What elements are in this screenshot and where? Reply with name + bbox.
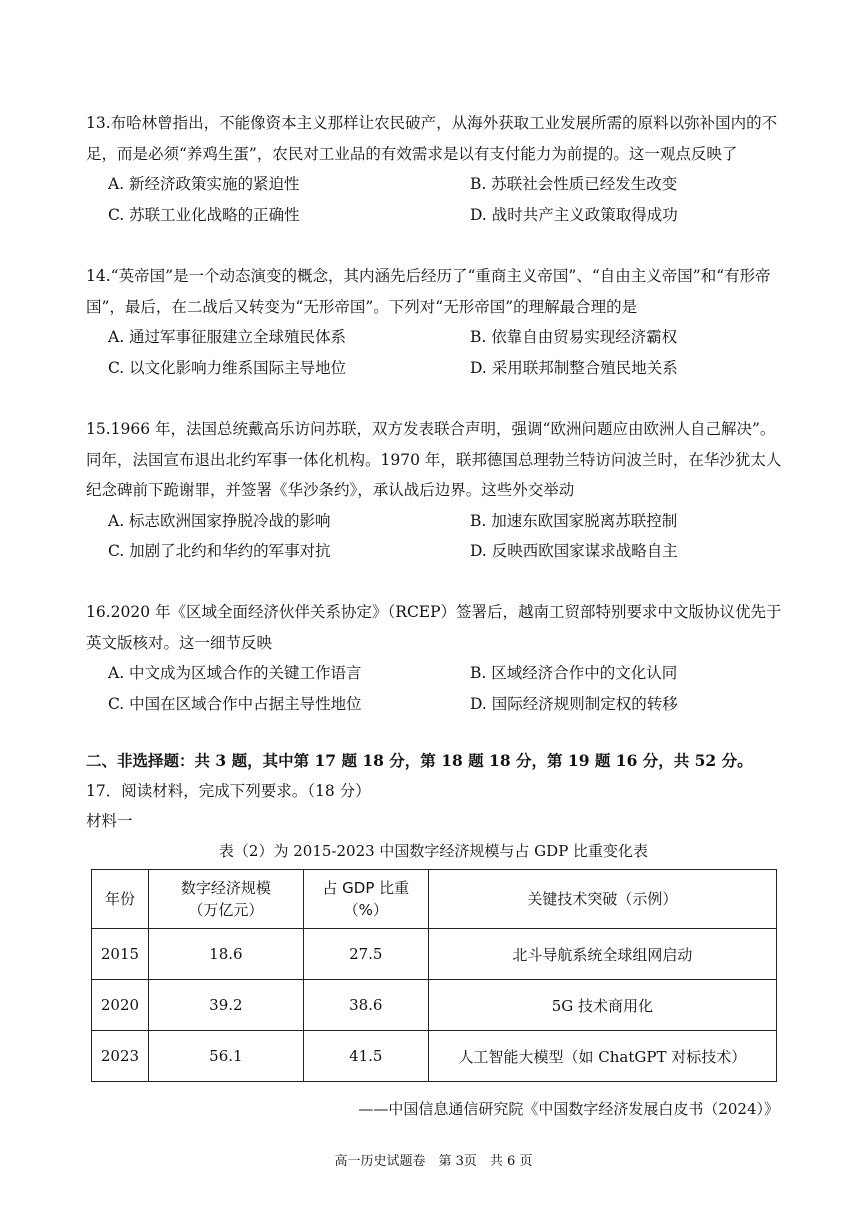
table-header-row: [92, 870, 777, 929]
option-c: C. 以文化影响力维系国际主导地位: [108, 358, 347, 377]
page-footer: 高一历史试题卷 第 3页 共 6 页: [334, 1154, 533, 1169]
cell-tech: 北斗导航系统全球组网启动: [428, 929, 776, 980]
question-13: [86, 108, 786, 230]
question-stem: 1966 年，法国总统戴高乐访问苏联，双方发表联合声明，强调“欧洲问题应由欧洲人自己解决”。同年，法国宣布退出北约军事一体化机构。1970 年，联邦德国总理勃兰特访问波兰时，在华沙犹太人纪念碑前下跪谢罪，并签署《华沙条约》，承认战后边界。这些外交举动: [86, 420, 782, 499]
option-c: C. 中国在区域合作中占据主导性地位: [108, 694, 362, 713]
option-b: B. 依靠自由贸易实现经济霸权: [470, 328, 678, 346]
header-share-text: 占 GDP 比重（%）: [322, 879, 410, 919]
cell-share: 27.5: [303, 929, 428, 980]
options: [108, 322, 786, 383]
question-stem: 2020 年《区域全面经济伙伴关系协定》（RCEP）签署后，越南工贸部特别要求中文版协议优先于英文版核对。这一细节反映: [86, 603, 782, 652]
option-a: A. 新经济政策实施的紧迫性: [108, 175, 300, 193]
question-16: [86, 597, 786, 719]
option-c: C. 加剧了北约和华约的军事对抗: [108, 542, 331, 560]
option-b: B. 加速东欧国家脱离苏联控制: [470, 511, 678, 530]
question-15: [86, 414, 786, 567]
header-share: [303, 870, 428, 929]
option-a: A. 中文成为区域合作的关键工作语言: [108, 664, 362, 682]
data-table: [91, 869, 777, 1082]
question-number: 13.: [86, 114, 111, 132]
cell-scale: 56.1: [148, 1031, 303, 1082]
cell-scale: 39.2: [148, 980, 303, 1031]
cell-scale: 18.6: [148, 929, 303, 980]
option-a: A. 通过军事征服建立全球殖民体系: [108, 328, 347, 346]
header-scale-text: 数字经济规模（万亿元）: [180, 879, 271, 919]
cell-year: 2023: [92, 1031, 149, 1082]
header-tech: 关键技术突破（示例）: [428, 870, 776, 929]
options: [108, 169, 786, 230]
option-c: C. 苏联工业化战略的正确性: [108, 205, 300, 224]
question-number: 14.: [86, 267, 111, 285]
option-d: D. 战时共产主义政策取得成功: [470, 205, 678, 224]
cell-tech: 人工智能大模型（如 ChatGPT 对标技术）: [428, 1031, 776, 1082]
section-title: 二、非选择题：共 3 题，其中第 17 题 18 分，第 18 题 18 分，第 19 题 16 分，共 52 分。: [86, 751, 753, 770]
table-row: [92, 1031, 777, 1082]
option-d: D. 国际经济规则制定权的转移: [470, 694, 678, 713]
cell-share: 41.5: [303, 1031, 428, 1082]
option-a: A. 标志欧洲国家挣脱冷战的影响: [108, 511, 331, 530]
table-row: [92, 980, 777, 1031]
header-scale: [148, 870, 303, 929]
option-b: B. 区域经济合作中的文化认同: [470, 664, 678, 682]
options: [108, 658, 786, 719]
question-stem: “英帝国”是一个动态演变的概念，其内涵先后经历了“重商主义帝国”、“自由主义帝国”和“有形帝国”，最后，在二战后又转变为“无形帝国”。下列对“无形帝国”的理解最合理的是: [86, 267, 771, 316]
question-stem: 布哈林曾指出，不能像资本主义那样让农民破产，从海外获取工业发展所需的原料以弥补国内的不足，而是必须“养鸡生蛋”，农民对工业品的有效需求是以有支付能力为前提的。这一观点反映了: [86, 114, 778, 163]
table-row: [92, 929, 777, 980]
cell-tech: 5G 技术商用化: [428, 980, 776, 1031]
header-year: 年份: [92, 870, 149, 929]
options: [108, 506, 786, 567]
table-caption: 表（2）为 2015-2023 中国数字经济规模与占 GDP 比重变化表: [218, 842, 649, 860]
option-d: D. 反映西欧国家谋求战略自主: [470, 542, 678, 560]
option-b: B. 苏联社会性质已经发生改变: [470, 175, 678, 193]
question-number: 16.: [86, 603, 111, 621]
question-14: [86, 261, 786, 383]
material-label: 材料一: [86, 812, 133, 830]
table-source: ——中国信息通信研究院《中国数字经济发展白皮书（2024）》: [358, 1100, 779, 1118]
question-number: 15.: [86, 420, 111, 438]
cell-year: 2015: [92, 929, 149, 980]
option-d: D. 采用联邦制整合殖民地关系: [470, 358, 678, 377]
cell-year: 2020: [92, 980, 149, 1031]
cell-share: 38.6: [303, 980, 428, 1031]
question-17-intro: 17．阅读材料，完成下列要求。（18 分）: [86, 782, 371, 800]
